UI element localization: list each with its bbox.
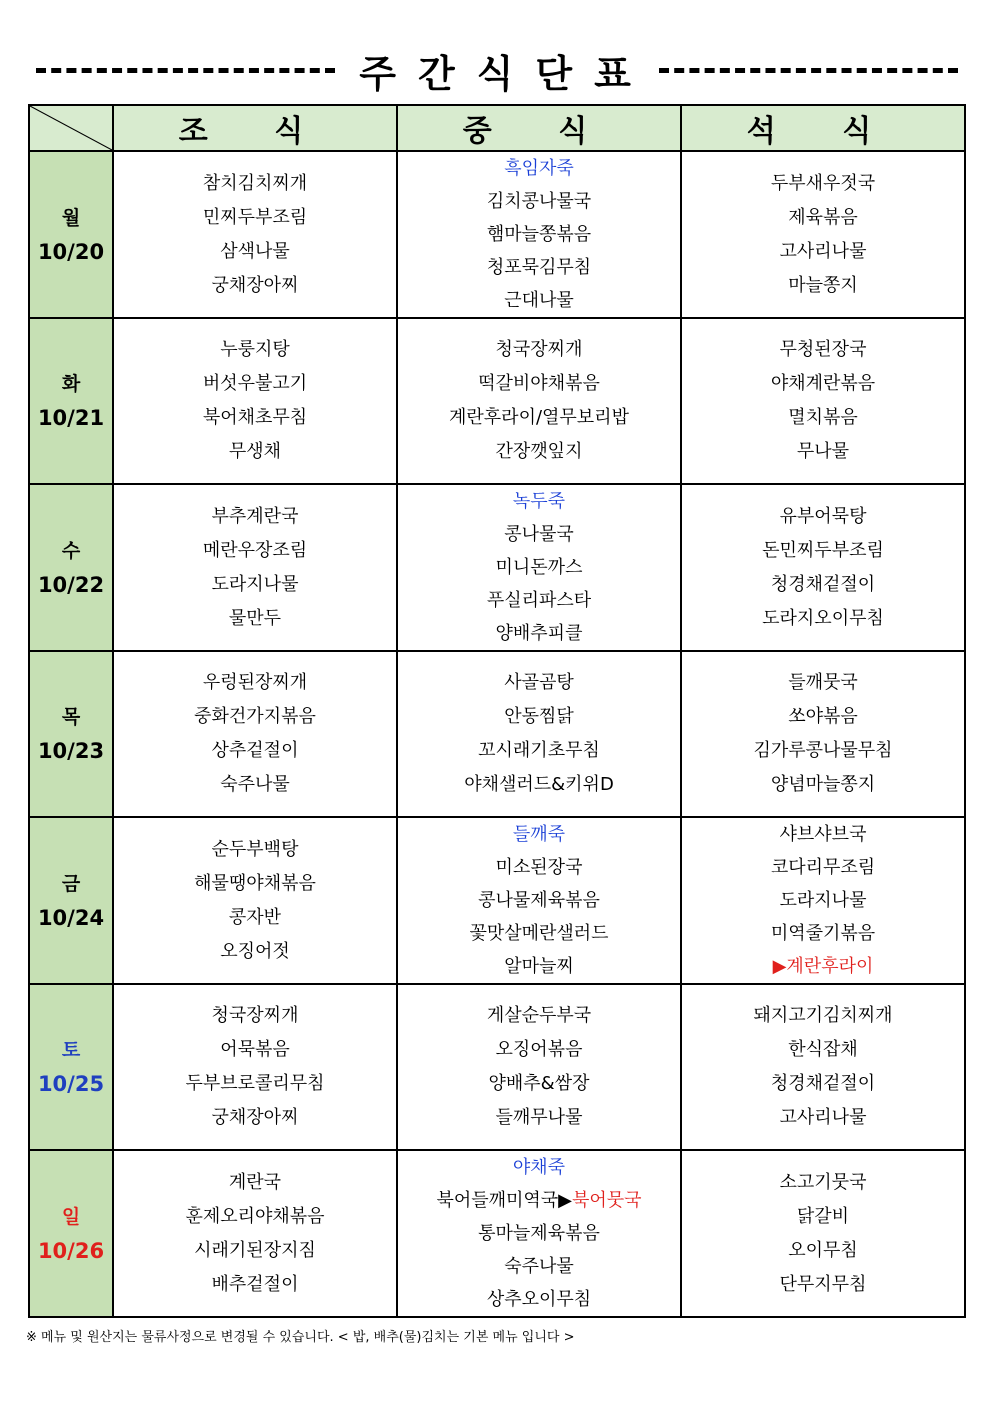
day-row: [29, 151, 965, 318]
menu-item: [114, 534, 396, 568]
menu-item: [114, 1268, 396, 1302]
menu-item: [114, 768, 396, 802]
menu-item: [682, 1234, 964, 1268]
dinner-cell: [681, 817, 965, 984]
menu-item: [114, 700, 396, 734]
menu-item: [398, 700, 680, 734]
menu-item-text: 버섯우불고기: [202, 373, 308, 394]
menu-item-text: 궁채장아찌: [211, 274, 299, 296]
menu-item: [114, 235, 396, 269]
menu-item-text: 고사리나물: [779, 1107, 867, 1128]
menu-item: [114, 401, 396, 435]
menu-item: [114, 1234, 396, 1268]
menu-item: [682, 950, 964, 983]
menu-item: [114, 1033, 396, 1067]
menu-item-text: ▶계란후라이: [772, 956, 874, 977]
menu-item-text: 닭갈비: [796, 1205, 850, 1227]
menu-item: [398, 185, 680, 218]
day-name: 수: [61, 539, 81, 562]
menu-item: [114, 1067, 396, 1101]
dinner-cell: [681, 1150, 965, 1317]
menu-item: [114, 602, 396, 636]
menu-item: [398, 666, 680, 700]
day-date: 10/20: [37, 239, 105, 264]
menu-item-text: 안동찜닭: [504, 706, 574, 727]
menu-item-text: 양배추&쌈장: [488, 1073, 590, 1094]
day-cell: [29, 651, 113, 817]
day-cell: [29, 151, 113, 318]
menu-item-text: 코다리무조림: [770, 857, 876, 878]
menu-item: [682, 999, 964, 1033]
menu-item: [114, 269, 396, 303]
day-row: [29, 318, 965, 484]
menu-item-text: 콩나물국: [504, 524, 574, 545]
menu-body: [29, 151, 965, 1317]
dinner-cell: [681, 984, 965, 1150]
lunch-cell: [397, 151, 681, 318]
day-name: 금: [61, 872, 81, 895]
menu-item-text: 삼색나물: [220, 240, 290, 262]
footnote: ※ 메뉴 및 원산지는 물류사정으로 변경될 수 있습니다. < 밥, 배추(물)김치는 기본 메뉴 입니다 >: [26, 1330, 575, 1345]
menu-item-text: 부추계란국: [211, 505, 299, 527]
day-name: 목: [61, 706, 81, 728]
menu-item: [682, 884, 964, 917]
menu-item-text: 근대나물: [504, 290, 574, 311]
menu-item: [682, 602, 964, 636]
menu-item-text: 미니돈까스: [495, 557, 583, 578]
menu-item: [682, 435, 964, 469]
menu-item: [398, 1250, 680, 1283]
menu-item-text: 도라지나물: [211, 573, 299, 595]
menu-item: [682, 1166, 964, 1200]
header-breakfast: 조 식: [113, 105, 397, 151]
menu-item-text: 상추겉절이: [211, 740, 299, 761]
menu-item-text: 어묵볶음: [220, 1039, 290, 1060]
breakfast-cell: [113, 1150, 397, 1317]
day-cell: [29, 484, 113, 651]
menu-item: [682, 700, 964, 734]
menu-item-text: 유부어묵탕: [779, 505, 867, 527]
day-cell: [29, 1150, 113, 1317]
menu-item-text: 청국장찌개: [211, 1005, 299, 1026]
menu-item: [682, 167, 964, 201]
menu-item-text: 시래기된장지짐: [194, 1239, 316, 1261]
menu-item: [682, 734, 964, 768]
menu-item-text: 쏘야볶음: [788, 706, 858, 727]
menu-item: [114, 167, 396, 201]
menu-item: [398, 999, 680, 1033]
menu-item: [682, 917, 964, 950]
menu-item: [114, 367, 396, 401]
menu-item: [398, 1151, 680, 1184]
menu-item-text: 청포묵김무침: [486, 257, 592, 278]
menu-item: [398, 617, 680, 650]
menu-item: [398, 518, 680, 551]
breakfast-cell: [113, 318, 397, 484]
menu-item: [682, 500, 964, 534]
day-date: 10/26: [37, 1238, 105, 1263]
menu-item: [682, 666, 964, 700]
header-lunch: 중 식: [397, 105, 681, 151]
day-date: 10/24: [37, 905, 105, 930]
menu-item-text: 김치콩나물국: [486, 191, 592, 212]
menu-item-text: 알마늘찌: [504, 956, 574, 977]
menu-item-text: 도라지나물: [779, 890, 867, 911]
menu-item: [398, 1184, 680, 1217]
menu-item: [114, 999, 396, 1033]
menu-item-text: 계란후라이/열무보리밥: [449, 407, 629, 428]
menu-item: [682, 367, 964, 401]
menu-item: [114, 901, 396, 935]
menu-item-text: 꽃맛살메란샐러드: [469, 923, 609, 944]
day-cell: [29, 817, 113, 984]
day-name: 화: [61, 373, 81, 395]
day-name: 일: [61, 1205, 81, 1228]
menu-item: [398, 884, 680, 917]
menu-item: [682, 851, 964, 884]
menu-item: [398, 218, 680, 251]
menu-item: [682, 1200, 964, 1234]
menu-item: [398, 551, 680, 584]
menu-item: [398, 435, 680, 469]
menu-item-text: 순두부백탕: [211, 838, 299, 860]
menu-item-text: 소고기뭇국: [779, 1171, 867, 1193]
lunch-cell: [397, 484, 681, 651]
menu-item-text: 양배추피클: [495, 623, 583, 644]
menu-item-text: 두부새우젓국: [770, 172, 876, 194]
menu-item: [398, 1283, 680, 1316]
menu-item-text: 햄마늘쫑볶음: [486, 224, 592, 245]
menu-item: [114, 333, 396, 367]
title-dash-right: [659, 68, 958, 73]
menu-item: [398, 734, 680, 768]
menu-item-text: 떡갈비야채볶음: [478, 373, 600, 394]
menu-item-text: 게살순두부국: [486, 1005, 592, 1026]
menu-item: [114, 568, 396, 602]
day-row: [29, 651, 965, 817]
menu-item: [114, 734, 396, 768]
menu-item-text: 해물땡야채볶음: [194, 872, 316, 894]
menu-item: [682, 235, 964, 269]
menu-item-text: 간장깻잎지: [495, 441, 583, 462]
menu-item-text: 두부브로콜리무침: [185, 1073, 325, 1094]
day-date: 10/23: [37, 739, 105, 763]
menu-item-text: 오징어젓: [220, 940, 290, 962]
menu-item-text: 야채계란볶음: [770, 373, 876, 394]
menu-item-replacement: 북어뭇국: [572, 1190, 642, 1211]
menu-item: [114, 1101, 396, 1135]
day-date: 10/22: [37, 572, 105, 597]
menu-item: [682, 818, 964, 851]
menu-item-text: 숙주나물: [220, 774, 290, 795]
menu-item-text: 참치김치찌개: [202, 172, 308, 194]
day-row: [29, 984, 965, 1150]
menu-item: [398, 851, 680, 884]
menu-item-text: 무청된장국: [779, 339, 867, 360]
menu-item-text: 누룽지탕: [220, 339, 290, 360]
menu-item: [114, 1200, 396, 1234]
menu-item: [682, 333, 964, 367]
menu-item-text: 배추겉절이: [211, 1273, 299, 1295]
menu-item: [682, 1067, 964, 1101]
breakfast-cell: [113, 151, 397, 318]
menu-item-text: 들깨뭇국: [788, 672, 858, 693]
day-cell: [29, 984, 113, 1150]
menu-item: [682, 534, 964, 568]
menu-item: [114, 867, 396, 901]
lunch-cell: [397, 651, 681, 817]
menu-item: [682, 401, 964, 435]
menu-item-text: 우렁된장찌개: [202, 672, 308, 693]
menu-item-text: 숙주나물: [504, 1256, 574, 1277]
menu-item: [398, 284, 680, 317]
menu-item-text: 청국장찌개: [495, 339, 583, 360]
menu-item: [398, 950, 680, 983]
menu-item-text: 통마늘제육볶음: [478, 1223, 600, 1244]
menu-item-text: 청경채겉절이: [770, 573, 876, 595]
menu-item-text: 푸실리파스타: [486, 590, 592, 611]
lunch-cell: [397, 984, 681, 1150]
menu-item: [114, 500, 396, 534]
menu-item-text: 야채샐러드&키위D: [464, 774, 614, 795]
menu-item: [682, 768, 964, 802]
menu-item-text: 미소된장국: [495, 857, 583, 878]
menu-item-text: 흑임자죽: [504, 158, 574, 179]
menu-item: [682, 568, 964, 602]
menu-item-text: 단무지무침: [779, 1273, 867, 1295]
breakfast-cell: [113, 817, 397, 984]
menu-item: [398, 768, 680, 802]
menu-item: [398, 1217, 680, 1250]
menu-item-text: 오이무침: [788, 1239, 858, 1261]
menu-item: [682, 201, 964, 235]
menu-item: [114, 935, 396, 969]
menu-item-text: 양념마늘쫑지: [770, 774, 876, 795]
diagonal-line: [30, 106, 112, 150]
lunch-cell: [397, 318, 681, 484]
page-title: 주간식단표: [359, 51, 653, 96]
menu-item-text: 무생채: [228, 441, 282, 462]
lunch-cell: [397, 1150, 681, 1317]
dinner-cell: [681, 318, 965, 484]
menu-item-text: 샤브샤브국: [779, 824, 867, 845]
menu-item-text: 야채죽: [512, 1157, 566, 1178]
menu-item-text: 돼지고기김치찌개: [753, 1005, 893, 1026]
menu-item: [682, 269, 964, 303]
menu-item-text: 멸치볶음: [788, 407, 858, 428]
menu-item-text: 훈제오리야채볶음: [185, 1205, 325, 1227]
menu-item-text: 들깨죽: [512, 824, 566, 845]
day-date: 10/25: [37, 1072, 105, 1096]
menu-item-text: 메란우장조림: [202, 539, 308, 561]
menu-item: [114, 435, 396, 469]
menu-item-text: 사골곰탕: [504, 672, 574, 693]
menu-item-text: 마늘쫑지: [788, 274, 858, 296]
menu-item-text: 도라지오이무침: [762, 607, 884, 629]
menu-item: [398, 152, 680, 185]
menu-item-text: 상추오이무침: [486, 1289, 592, 1310]
menu-item-text: 돈민찌두부조림: [762, 539, 884, 561]
menu-item-text: 계란국: [228, 1171, 282, 1193]
menu-item-text: 무나물: [796, 441, 850, 462]
menu-item-text: 민찌두부조림: [202, 206, 308, 228]
corner-cell: [29, 105, 113, 151]
title-dash-left: [36, 68, 335, 73]
day-row: [29, 484, 965, 651]
breakfast-cell: [113, 984, 397, 1150]
menu-item-text: 북어채초무침: [202, 407, 308, 428]
weekly-menu-table: [28, 104, 966, 1318]
menu-item-text: 콩나물제육볶음: [478, 890, 600, 911]
menu-item: [682, 1268, 964, 1302]
menu-item: [398, 818, 680, 851]
menu-item: [114, 201, 396, 235]
header-dinner: 석 식: [681, 105, 965, 151]
menu-item-text: 한식잡채: [788, 1039, 858, 1060]
menu-item: [398, 485, 680, 518]
menu-item: [398, 1101, 680, 1135]
menu-item: [682, 1101, 964, 1135]
menu-item-text: 오징어볶음: [495, 1039, 583, 1060]
menu-item: [398, 917, 680, 950]
menu-item-text: 제육볶음: [788, 206, 858, 228]
breakfast-cell: [113, 651, 397, 817]
menu-item-text: 김가루콩나물무침: [753, 740, 893, 761]
day-date: 10/21: [37, 406, 105, 430]
menu-item: [398, 251, 680, 284]
menu-item: [398, 1067, 680, 1101]
breakfast-cell: [113, 484, 397, 651]
menu-item: [398, 584, 680, 617]
menu-item: [398, 333, 680, 367]
menu-item-text: 들깨무나물: [495, 1107, 583, 1128]
day-name: 월: [61, 206, 81, 229]
menu-item-text: 북어들깨미역국▶: [436, 1190, 572, 1211]
menu-item-text: 물만두: [228, 607, 282, 629]
menu-item-text: 꼬시래기초무침: [478, 740, 600, 761]
lunch-cell: [397, 817, 681, 984]
menu-item-text: 중화건가지볶음: [194, 706, 316, 727]
menu-item-text: 녹두죽: [512, 491, 566, 512]
dinner-cell: [681, 651, 965, 817]
day-row: [29, 1150, 965, 1317]
dinner-cell: [681, 151, 965, 318]
day-name: 토: [61, 1039, 81, 1061]
title-row: [30, 40, 964, 100]
header-row: [29, 105, 965, 151]
day-row: [29, 817, 965, 984]
menu-item: [114, 1166, 396, 1200]
menu-item-text: 고사리나물: [779, 240, 867, 262]
menu-item: [114, 833, 396, 867]
menu-item-text: 궁채장아찌: [211, 1107, 299, 1128]
menu-item-text: 청경채겉절이: [770, 1073, 876, 1094]
day-cell: [29, 318, 113, 484]
dinner-cell: [681, 484, 965, 651]
menu-item: [398, 1033, 680, 1067]
menu-item: [114, 666, 396, 700]
menu-item-text: 미역줄기볶음: [770, 923, 876, 944]
menu-item-text: 콩자반: [228, 906, 282, 928]
menu-item: [682, 1033, 964, 1067]
menu-item: [398, 401, 680, 435]
menu-item: [398, 367, 680, 401]
